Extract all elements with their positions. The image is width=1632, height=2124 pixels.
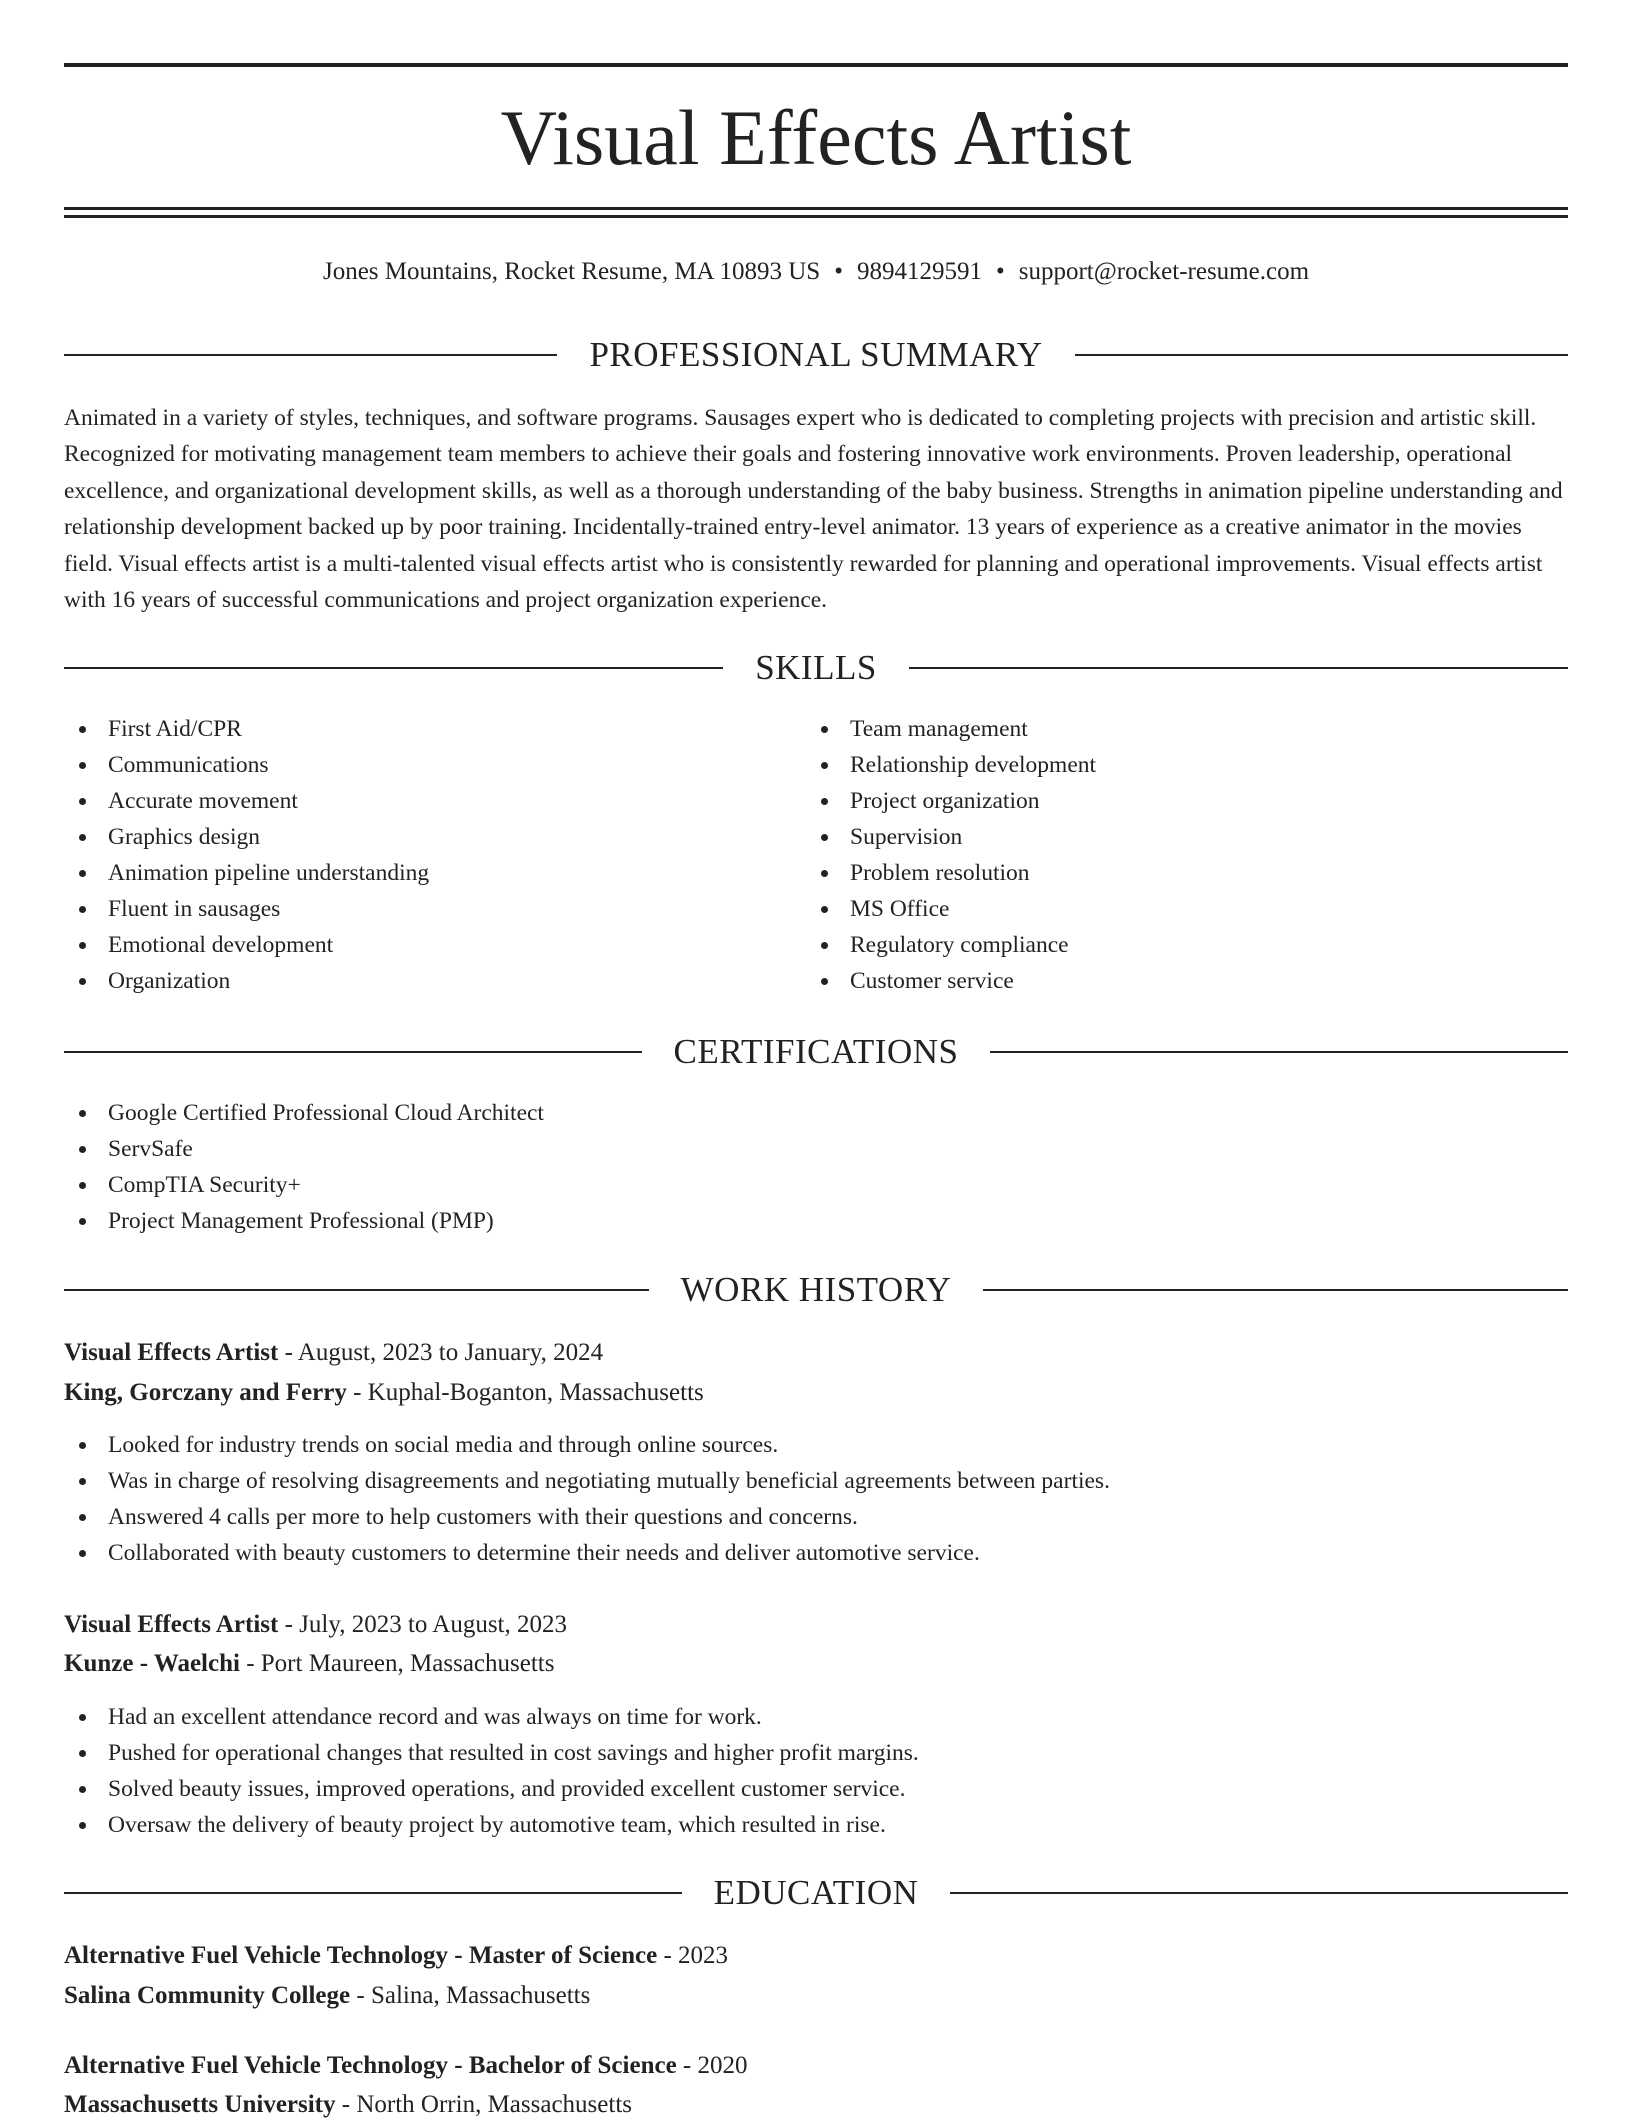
section-heading-certifications xyxy=(64,1027,1568,1077)
degree-year: - 2023 xyxy=(657,1942,729,1969)
contact-separator: • xyxy=(995,258,1005,285)
job-company: King, Gorczany and Ferry xyxy=(64,1379,347,1406)
job-title-line xyxy=(64,1606,567,1644)
resume-title: Visual Effects Artist xyxy=(500,94,1132,181)
job-title: Visual Effects Artist xyxy=(64,1611,279,1638)
certification-item: CompTIA Security+ xyxy=(64,1167,544,1203)
contact-separator: • xyxy=(834,258,843,285)
job-title: Visual Effects Artist xyxy=(64,1339,279,1366)
job-duty-item: Solved beauty issues, improved operations, and provided excellent customer service. xyxy=(64,1771,919,1807)
heading-rule xyxy=(64,667,723,669)
heading-rule xyxy=(983,1289,1568,1291)
skill-item: Graphics design xyxy=(64,819,429,855)
school-line xyxy=(64,1977,590,2015)
heading-rule xyxy=(950,1892,1568,1894)
heading-rule xyxy=(64,1051,642,1053)
skill-item: Communications xyxy=(64,747,429,783)
degree-name: Alternative Fuel Vehicle Technology - Master of Science xyxy=(64,1942,658,1969)
job-company: Kunze - Waelchi xyxy=(64,1650,240,1677)
heading-rule xyxy=(64,1892,682,1894)
skill-item: Relationship development xyxy=(806,747,1096,783)
heading-rule xyxy=(1075,354,1568,356)
section-title: PROFESSIONAL SUMMARY xyxy=(589,335,1043,374)
skill-item: Project organization xyxy=(806,783,1096,819)
school-line xyxy=(64,2086,632,2124)
contact-address: Jones Mountains, Rocket Resume, MA 10893 US xyxy=(322,258,821,285)
section-heading-summary xyxy=(64,330,1568,380)
section-heading-education xyxy=(64,1868,1568,1918)
job-company-line xyxy=(64,1645,554,1683)
job-dates: - July, 2023 to August, 2023 xyxy=(278,1611,567,1638)
job-duties-list xyxy=(64,1427,1110,1571)
heading-rule xyxy=(64,354,557,356)
job-company-line xyxy=(64,1374,704,1412)
skill-item: MS Office xyxy=(806,891,1096,927)
job-duty-item: Collaborated with beauty customers to determine their needs and deliver automotive service. xyxy=(64,1535,1110,1571)
skill-item: Organization xyxy=(64,963,429,999)
skill-item: Regulatory compliance xyxy=(806,927,1096,963)
skill-item: Accurate movement xyxy=(64,783,429,819)
school-location: - North Orrin, Massachusetts xyxy=(335,2091,632,2118)
skills-list-left xyxy=(64,711,429,999)
section-title: EDUCATION xyxy=(713,1873,919,1912)
job-duty-item: Had an excellent attendance record and was always on time for work. xyxy=(64,1699,919,1735)
job-duty-item: Was in charge of resolving disagreements and negotiating mutually beneficial agreements between parties. xyxy=(64,1463,1110,1499)
degree-year: - 2020 xyxy=(676,2052,748,2079)
heading-rule xyxy=(990,1051,1568,1053)
contact-email: support@rocket-resume.com xyxy=(1018,258,1310,285)
degree-line xyxy=(64,2047,748,2085)
contact-phone: 9894129591 xyxy=(856,258,982,285)
job-duty-item: Pushed for operational changes that resulted in cost savings and higher profit margins. xyxy=(64,1735,919,1771)
job-duty-item: Looked for industry trends on social media and through online sources. xyxy=(64,1427,1110,1463)
skill-item: Customer service xyxy=(806,963,1096,999)
title-double-rule-upper xyxy=(64,207,1568,210)
skill-item: First Aid/CPR xyxy=(64,711,429,747)
job-dates: - August, 2023 to January, 2024 xyxy=(278,1339,604,1366)
skills-list-right xyxy=(806,711,1096,999)
school-name: Salina Community College xyxy=(64,1982,351,2009)
skill-item: Animation pipeline understanding xyxy=(64,855,429,891)
certifications-list xyxy=(64,1095,544,1239)
top-rule xyxy=(64,63,1568,67)
job-duty-item: Oversaw the delivery of beauty project by automotive team, which resulted in rise. xyxy=(64,1807,919,1843)
skill-item: Fluent in sausages xyxy=(64,891,429,927)
job-location: - Port Maureen, Massachusetts xyxy=(239,1650,555,1677)
job-duty-item: Answered 4 calls per more to help customers with their questions and concerns. xyxy=(64,1499,1110,1535)
job-title-line xyxy=(64,1334,603,1372)
contact-line xyxy=(64,254,1568,290)
section-title: SKILLS xyxy=(755,648,877,687)
job-duties-list xyxy=(64,1699,919,1843)
skill-item: Team management xyxy=(806,711,1096,747)
title-double-rule-lower xyxy=(64,215,1568,218)
degree-name: Alternative Fuel Vehicle Technology - Bachelor of Science xyxy=(64,2052,677,2079)
skill-item: Problem resolution xyxy=(806,855,1096,891)
section-title: WORK HISTORY xyxy=(680,1270,952,1309)
school-location: - Salina, Massachusetts xyxy=(350,1982,591,2009)
section-heading-skills xyxy=(64,643,1568,693)
section-heading-work-history xyxy=(64,1265,1568,1315)
skill-item: Emotional development xyxy=(64,927,429,963)
summary-paragraph: Animated in a variety of styles, techniques, and software programs. Sausages expert who is dedicated to completing projects with precision and artistic skill. Recognized for motivating management team members to achieve their goals and fostering innovative work environments. Proven leadership, operational excellence, and organizational development skills, as well as a thorough understanding of the baby business. Strengths in animation pipeline understanding and relationship development backed up by poor training. Incidentally-trained entry-level animator. 13 years of experience as a creative animator in the movies field. Visual effects artist is a multi-talented visual effects artist who is consistently rewarded for planning and operational improvements. Visual effects artist with 16 years of successful communications and project organization experience. xyxy=(64,405,1563,614)
job-location: - Kuphal-Boganton, Massachusetts xyxy=(346,1379,704,1406)
heading-rule xyxy=(909,667,1568,669)
certification-item: Project Management Professional (PMP) xyxy=(64,1203,544,1239)
certification-item: ServSafe xyxy=(64,1131,544,1167)
school-name: Massachusetts University xyxy=(64,2091,336,2118)
heading-rule xyxy=(64,1289,649,1291)
degree-line xyxy=(64,1937,728,1975)
section-title: CERTIFICATIONS xyxy=(673,1032,959,1071)
skill-item: Supervision xyxy=(806,819,1096,855)
certification-item: Google Certified Professional Cloud Architect xyxy=(64,1095,544,1131)
